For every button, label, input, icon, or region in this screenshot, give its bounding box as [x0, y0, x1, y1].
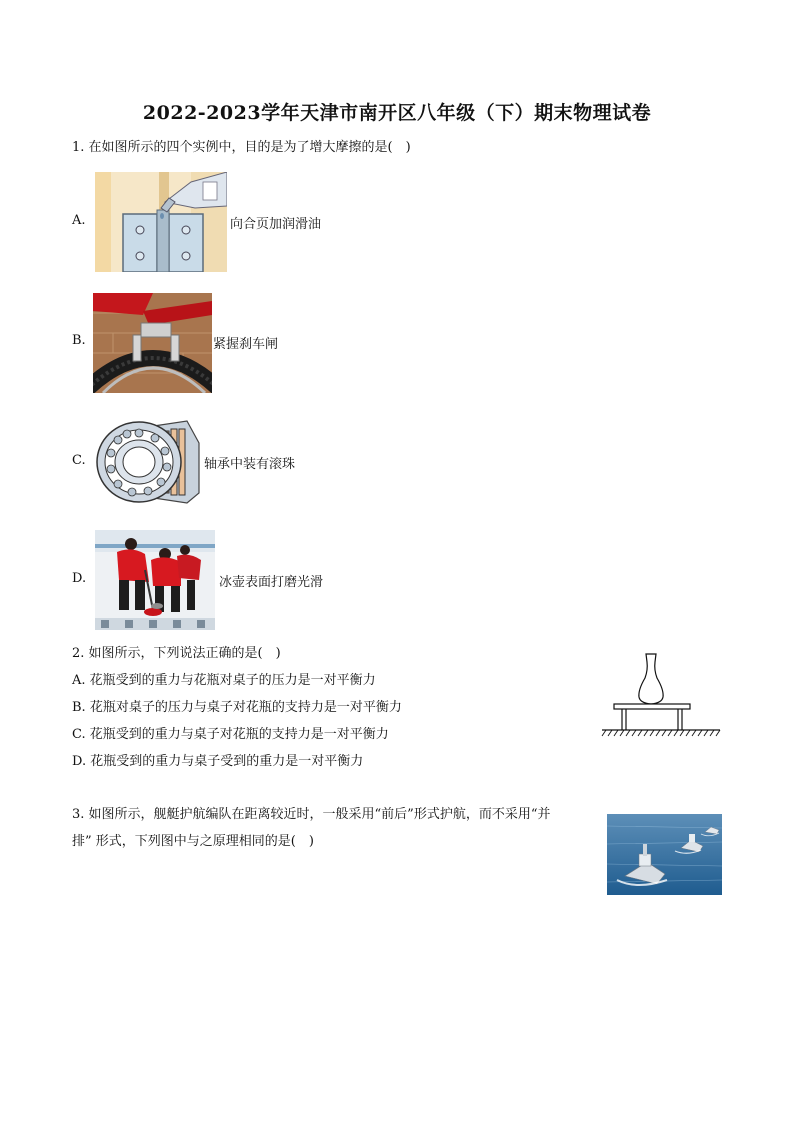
question-2-stem: 2. 如图所示，下列说法正确的是( ) [72, 646, 281, 661]
q1-option-a-letter: A. [72, 213, 86, 228]
q1-option-b-text: 紧握刹车闸 [213, 337, 279, 352]
q1-option-b-letter: B. [72, 333, 86, 348]
vase-on-table-diagram [600, 650, 722, 742]
q2-option-a: A. 花瓶受到的重力与花瓶对桌子的压力是一对平衡力 [72, 673, 376, 688]
naval-escort-image [607, 814, 722, 895]
q1-option-c-text: 轴承中装有滚珠 [204, 457, 296, 472]
q1-option-d-text: 冰壶表面打磨光滑 [219, 575, 324, 590]
q2-option-d: D. 花瓶受到的重力与桌子受到的重力是一对平衡力 [72, 754, 364, 769]
q1-option-d-letter: D. [72, 571, 87, 586]
page-title: 2022-2023学年天津市南开区八年级（下）期末物理试卷 [142, 102, 652, 124]
question-1-stem: 1. 在如图所示的四个实例中，目的是为了增大摩擦的是( ) [72, 140, 411, 155]
q1-option-c-letter: C. [72, 453, 86, 468]
question-3-stem-line1: 3. 如图所示，舰艇护航编队在距离较近时，一般采用“前后”形式护航，而不采用“并 [72, 807, 551, 822]
ball-bearing-image [95, 413, 201, 511]
q1-option-a-text: 向合页加润滑油 [230, 217, 322, 232]
bicycle-brake-image [93, 293, 212, 393]
q2-option-c: C. 花瓶受到的重力与桌子对花瓶的支持力是一对平衡力 [72, 727, 389, 742]
question-3-stem-line2: 排” 形式，下列图中与之原理相同的是( ) [72, 834, 314, 849]
q2-option-b: B. 花瓶对桌子的压力与桌子对花瓶的支持力是一对平衡力 [72, 700, 402, 715]
curling-image [95, 530, 215, 630]
hinge-oil-image [95, 172, 227, 272]
